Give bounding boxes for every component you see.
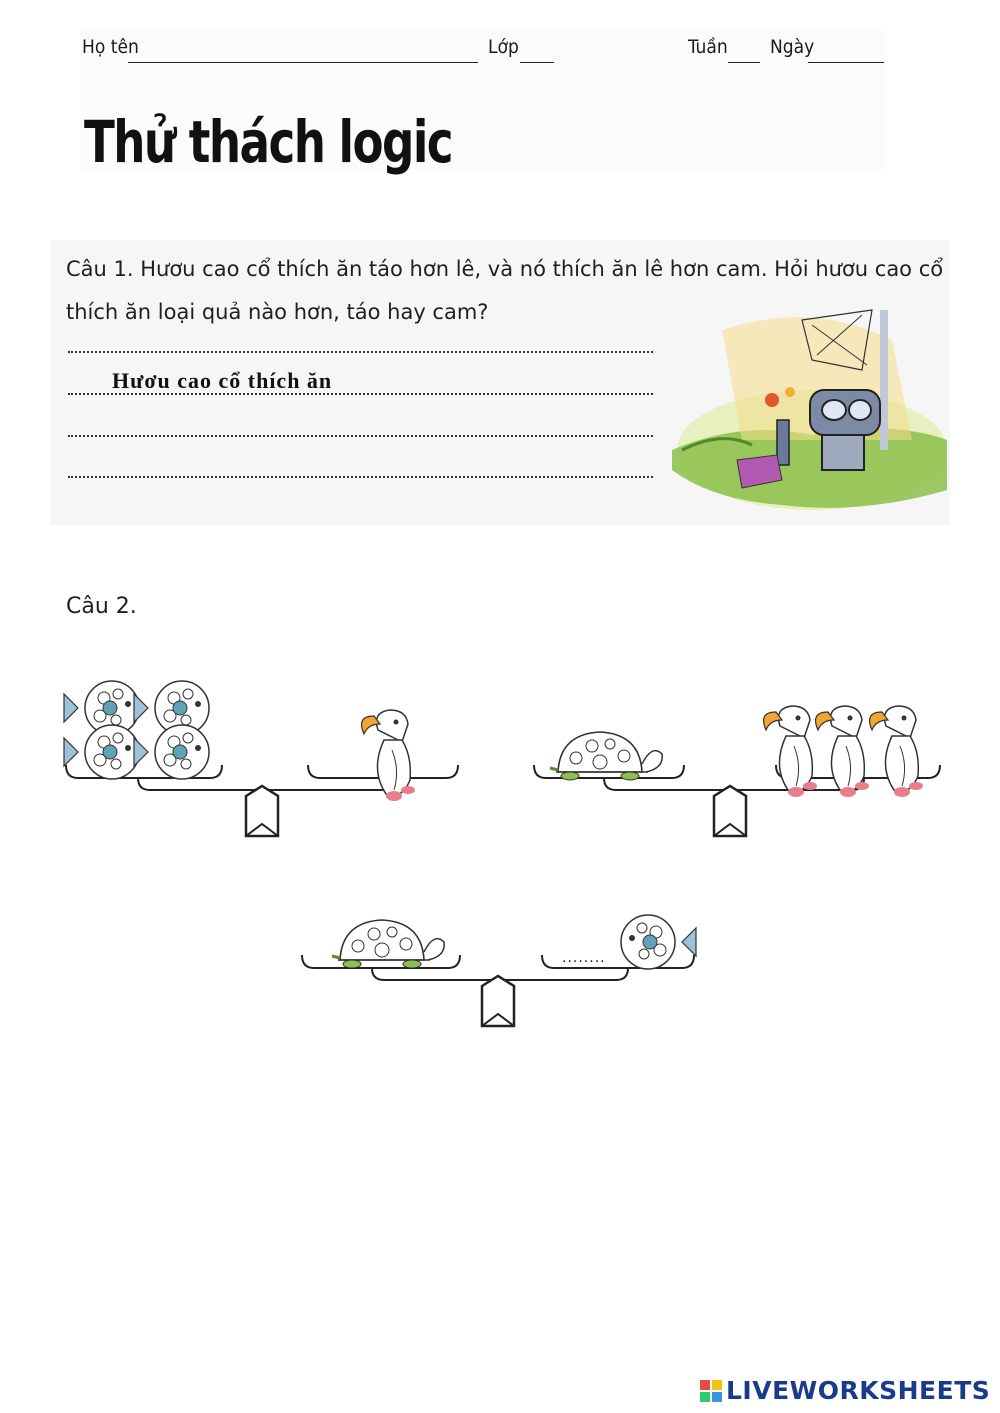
answer-line — [68, 351, 653, 353]
class-field[interactable] — [520, 62, 554, 63]
fish-icon — [134, 725, 209, 779]
liveworksheets-logo-icon — [700, 1380, 724, 1404]
date-field[interactable] — [808, 62, 884, 63]
name-field[interactable] — [128, 62, 478, 63]
balance-scale-1 — [64, 681, 458, 836]
parrot-icon — [764, 706, 817, 797]
watermark-text: LIVEWORKSHEETS — [726, 1376, 991, 1405]
balance-scale-3 — [302, 915, 696, 1026]
parrot-icon — [816, 706, 869, 797]
worksheet-header — [80, 30, 885, 176]
fish-icon — [64, 725, 139, 779]
answer-input[interactable]: Hươu cao cổ thích ăn — [112, 368, 333, 393]
worksheet-title: Thử thách logic — [84, 108, 453, 176]
parrot-icon — [870, 706, 923, 797]
answer-line — [68, 435, 653, 437]
student-info-row — [80, 36, 885, 66]
fish-count-blank[interactable]: ........ — [562, 950, 606, 966]
question-1-text: Câu 1. Hươu cao cổ thích ăn táo hơn lê, và nó thích ăn lê hơn cam. Hỏi hươu cao cổ thích ăn loại quả nào hơn, táo hay cam? — [66, 257, 944, 324]
balance-puzzle-area — [0, 640, 1000, 1060]
question-1-section — [50, 240, 950, 525]
turtle-icon — [550, 732, 662, 780]
class-label: Lớp — [488, 36, 519, 58]
turtle-icon — [332, 920, 444, 968]
week-label: Tuần — [688, 36, 728, 58]
robot-garden-illustration — [662, 300, 952, 525]
week-field[interactable] — [728, 62, 760, 63]
question-2-label: Câu 2. — [66, 594, 137, 619]
balance-scale-2 — [534, 706, 940, 836]
parrot-icon — [362, 710, 415, 801]
name-label: Họ tên — [82, 36, 139, 58]
fish-icon — [621, 915, 696, 969]
date-label: Ngày — [770, 36, 815, 58]
answer-line — [68, 476, 653, 478]
